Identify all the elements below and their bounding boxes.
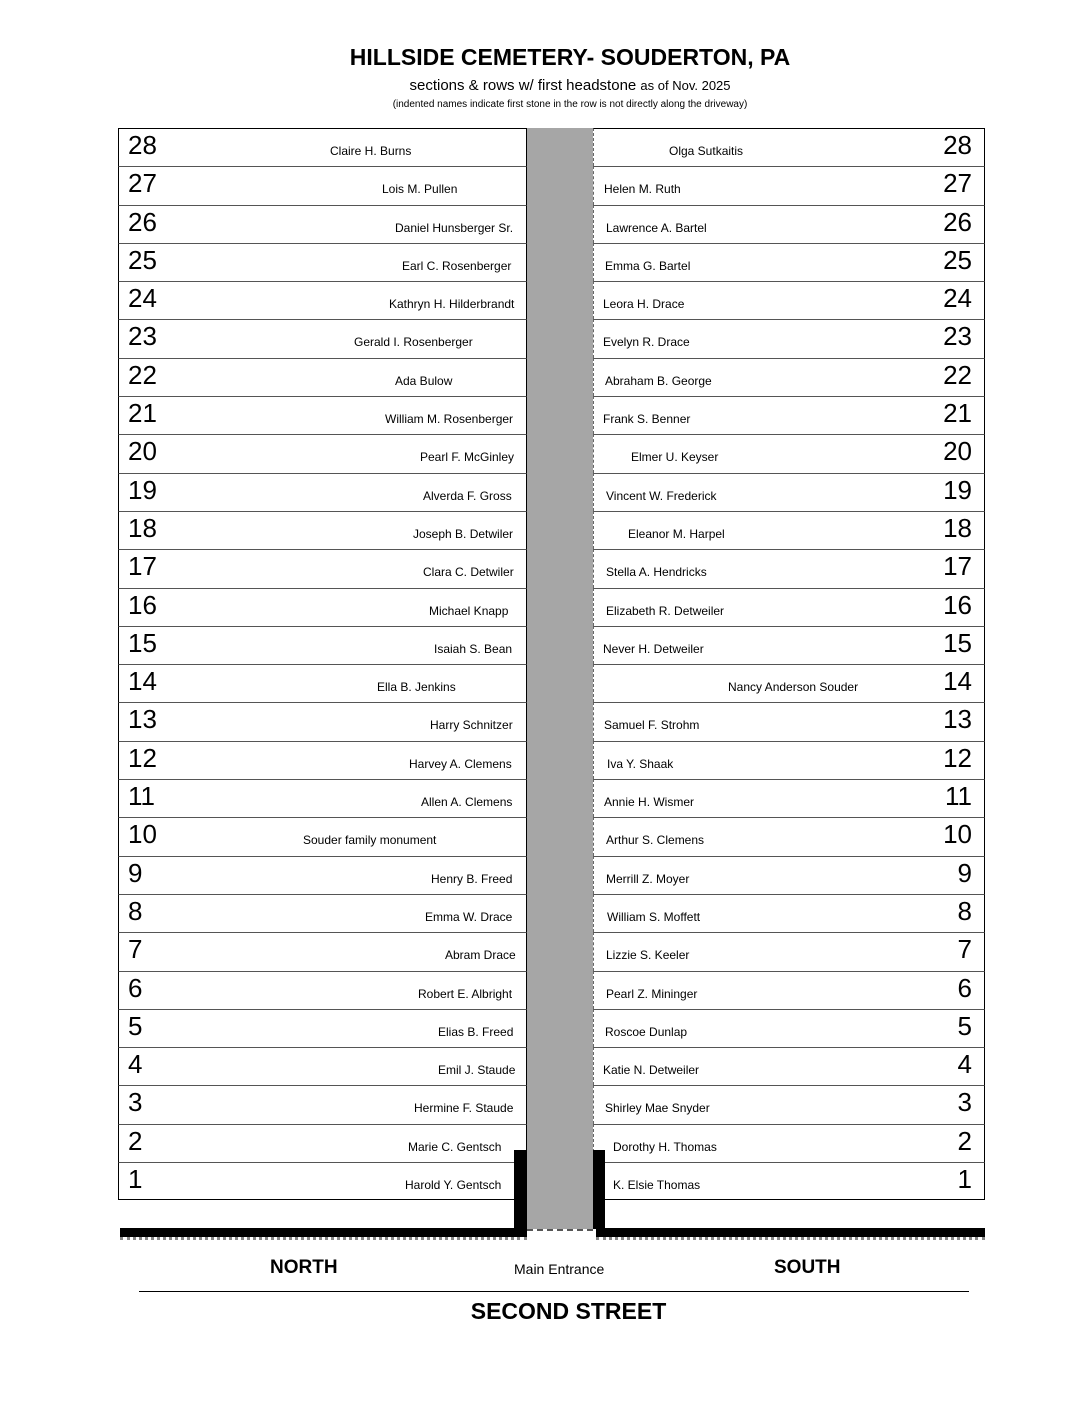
row-number: 1 [957,1164,972,1195]
row-number: 12 [943,742,972,773]
row-number: 24 [943,283,972,314]
row-north-25 [118,243,527,281]
subtitle-date: as of Nov. 2025 [640,78,731,93]
first-headstone-name: Harold Y. Gentsch [405,1178,502,1193]
row-number: 2 [128,1125,143,1156]
row-north-8 [118,894,527,932]
row-south-10 [593,817,985,855]
indent-note: (indented names indicate first stone in the row is not directly along the driveway) [392,99,748,110]
row-number: 20 [943,436,972,467]
row-number: 22 [128,359,157,390]
row-south-12 [593,741,985,779]
first-headstone-name: Pearl Z. Mininger [606,986,698,1001]
row-number: 21 [128,398,157,429]
first-headstone-name: Ada Bulow [395,373,453,388]
row-number: 14 [128,666,157,697]
first-headstone-name: Abraham B. George [605,373,712,388]
row-north-21 [118,396,527,434]
first-headstone-name: Nancy Anderson Souder [728,680,859,695]
first-headstone-name: Joseph B. Detwiler [413,526,514,541]
first-headstone-name: Never H. Detweiler [603,641,704,656]
first-headstone-name: Elias B. Freed [438,1024,514,1039]
first-headstone-name: Daniel Hunsberger Sr. [395,220,514,235]
first-headstone-name: Michael Knapp [429,603,509,618]
first-headstone-name: Eleanor M. Harpel [628,526,725,541]
row-number: 14 [943,666,972,697]
street-line [139,1291,969,1292]
row-number: 15 [943,627,972,658]
first-headstone-name: Samuel F. Strohm [604,718,700,733]
row-number: 12 [128,742,157,773]
row-south-7 [593,932,985,970]
first-headstone-name: William S. Moffett [607,909,701,924]
row-north-18 [118,511,527,549]
first-headstone-name: Merrill Z. Moyer [606,871,690,886]
row-north-5 [118,1009,527,1047]
row-north-14 [118,664,527,702]
row-number: 28 [128,130,157,160]
first-headstone-name: Robert E. Albright [418,986,513,1001]
row-north-23 [118,319,527,357]
row-south-13 [593,702,985,740]
row-number: 18 [943,512,972,543]
row-number: 5 [957,1010,972,1041]
row-south-28 [593,128,985,166]
north-wall-vertical [514,1150,527,1229]
driveway [527,128,593,1229]
row-south-19 [593,473,985,511]
row-south-16 [593,588,985,626]
row-south-8 [593,894,985,932]
row-number: 15 [128,627,157,658]
driveway-edge [527,1226,593,1231]
row-number: 7 [957,934,972,965]
row-south-17 [593,549,985,587]
first-headstone-name: Henry B. Freed [431,871,513,886]
row-number: 3 [957,1087,972,1118]
first-headstone-name: Earl C. Rosenberger [402,258,512,273]
row-number: 19 [943,474,972,505]
first-headstone-name: Emil J. Staude [438,1063,516,1078]
row-number: 23 [128,321,157,352]
row-number: 16 [943,589,972,620]
row-south-20 [593,434,985,472]
row-number: 27 [943,168,972,199]
row-south-22 [593,358,985,396]
row-south-24 [593,281,985,319]
row-number: 5 [128,1010,143,1041]
street-label: SECOND STREET [470,1298,667,1324]
row-number: 6 [957,972,972,1003]
page-title: HILLSIDE CEMETERY- SOUDERTON, PA [349,44,791,70]
first-headstone-name: Shirley Mae Snyder [605,1101,710,1116]
row-number: 4 [957,1049,972,1080]
row-north-28 [118,128,527,166]
row-north-3 [118,1085,527,1123]
first-headstone-name: Clara C. Detwiler [423,565,514,580]
row-north-10 [118,817,527,855]
row-number: 8 [128,895,143,926]
row-number: 9 [128,857,143,888]
row-south-2 [593,1124,985,1162]
first-headstone-name: Iva Y. Shaak [607,756,674,771]
first-headstone-name: Lizzie S. Keeler [606,948,690,963]
row-north-4 [118,1047,527,1085]
row-north-7 [118,932,527,970]
first-headstone-name: Ella B. Jenkins [377,680,456,695]
row-number: 27 [128,168,157,199]
row-north-20 [118,434,527,472]
first-headstone-name: Alverda F. Gross [423,488,512,503]
row-north-13 [118,702,527,740]
row-south-21 [593,396,985,434]
north-section [118,128,527,1200]
row-south-27 [593,166,985,204]
row-number: 2 [957,1125,972,1156]
row-south-5 [593,1009,985,1047]
row-north-2 [118,1124,527,1162]
row-number: 3 [128,1087,143,1118]
row-number: 20 [128,436,157,467]
row-number: 28 [943,130,972,160]
first-headstone-name: Isaiah S. Bean [434,641,513,656]
row-north-27 [118,166,527,204]
row-south-18 [593,511,985,549]
first-headstone-name: K. Elsie Thomas [613,1178,701,1193]
row-number: 10 [943,819,972,850]
row-south-11 [593,779,985,817]
first-headstone-name: Leora H. Drace [603,297,685,312]
first-headstone-name: Olga Sutkaitis [669,144,744,158]
first-headstone-name: Annie H. Wismer [604,795,695,810]
south-label: SOUTH [774,1257,841,1278]
row-north-24 [118,281,527,319]
first-headstone-name: Frank S. Benner [603,412,691,427]
row-north-26 [118,205,527,243]
north-wall-horizontal [120,1228,527,1237]
row-number: 24 [128,283,157,314]
row-north-15 [118,626,527,664]
row-number: 23 [943,321,972,352]
row-number: 17 [943,551,972,582]
row-number: 25 [128,244,157,275]
first-headstone-name: Harvey A. Clemens [409,756,512,771]
row-north-16 [118,588,527,626]
row-south-3 [593,1085,985,1123]
first-headstone-name: Roscoe Dunlap [605,1024,688,1039]
main-entrance-label: Main Entrance [514,1261,605,1277]
row-south-23 [593,319,985,357]
row-number: 9 [957,857,972,888]
row-number: 6 [128,972,143,1003]
row-north-9 [118,856,527,894]
first-headstone-name: Arthur S. Clemens [606,833,705,848]
subtitle-main: sections & rows w/ first headstone [409,77,637,94]
first-headstone-name: Lois M. Pullen [382,182,458,197]
first-headstone-name: Marie C. Gentsch [408,1139,502,1154]
row-number: 16 [128,589,157,620]
row-number: 13 [943,704,972,735]
row-south-26 [593,205,985,243]
first-headstone-name: Katie N. Detweiler [603,1063,700,1078]
first-headstone-name: Elizabeth R. Detweiler [606,603,725,618]
first-headstone-name: Dorothy H. Thomas [613,1139,717,1154]
row-number: 19 [128,474,157,505]
row-number: 18 [128,512,157,543]
first-headstone-name: Kathryn H. Hilderbrandt [389,297,515,312]
north-label: NORTH [270,1257,338,1278]
first-headstone-name: Elmer U. Keyser [631,450,719,465]
south-section [593,128,985,1200]
first-headstone-name: Hermine F. Staude [414,1101,514,1116]
row-south-1 [593,1162,985,1200]
row-number: 1 [128,1164,143,1195]
row-number: 25 [943,244,972,275]
row-north-6 [118,971,527,1009]
south-wall-shadow [596,1237,985,1244]
first-headstone-name: Stella A. Hendricks [606,565,707,580]
first-headstone-name: Lawrence A. Bartel [606,220,707,235]
row-north-19 [118,473,527,511]
south-wall-vertical [593,1150,605,1229]
row-number: 26 [128,206,157,237]
first-headstone-name: Helen M. Ruth [604,182,681,197]
row-south-9 [593,856,985,894]
first-headstone-name: Abram Drace [445,948,516,963]
row-south-6 [593,971,985,1009]
row-south-14 [593,664,985,702]
row-number: 26 [943,206,972,237]
row-south-4 [593,1047,985,1085]
first-headstone-name: Allen A. Clemens [421,795,513,810]
first-headstone-name: Claire H. Burns [330,144,412,158]
row-number: 10 [128,819,157,850]
first-headstone-name: Vincent W. Frederick [606,488,717,503]
row-north-22 [118,358,527,396]
row-north-17 [118,549,527,587]
first-headstone-name: Pearl F. McGinley [420,450,515,465]
first-headstone-name: Evelyn R. Drace [603,335,690,350]
subtitle [0,77,1088,94]
north-wall-shadow [120,1237,527,1244]
row-number: 8 [957,895,972,926]
row-number: 11 [128,781,155,812]
row-north-12 [118,741,527,779]
south-wall-horizontal [596,1228,985,1237]
row-number: 21 [943,398,972,429]
row-south-15 [593,626,985,664]
row-north-11 [118,779,527,817]
first-headstone-name: William M. Rosenberger [385,412,514,427]
first-headstone-name: Emma W. Drace [425,909,513,924]
first-headstone-name: Emma G. Bartel [605,258,691,273]
row-number: 4 [128,1049,143,1080]
row-number: 7 [128,934,143,965]
row-north-1 [118,1162,527,1200]
row-south-25 [593,243,985,281]
row-number: 11 [945,781,972,812]
first-headstone-name: Harry Schnitzer [430,718,513,733]
first-headstone-name: Souder family monument [303,833,437,848]
first-headstone-name: Gerald I. Rosenberger [354,335,473,350]
row-number: 22 [943,359,972,390]
row-number: 13 [128,704,157,735]
row-number: 17 [128,551,157,582]
